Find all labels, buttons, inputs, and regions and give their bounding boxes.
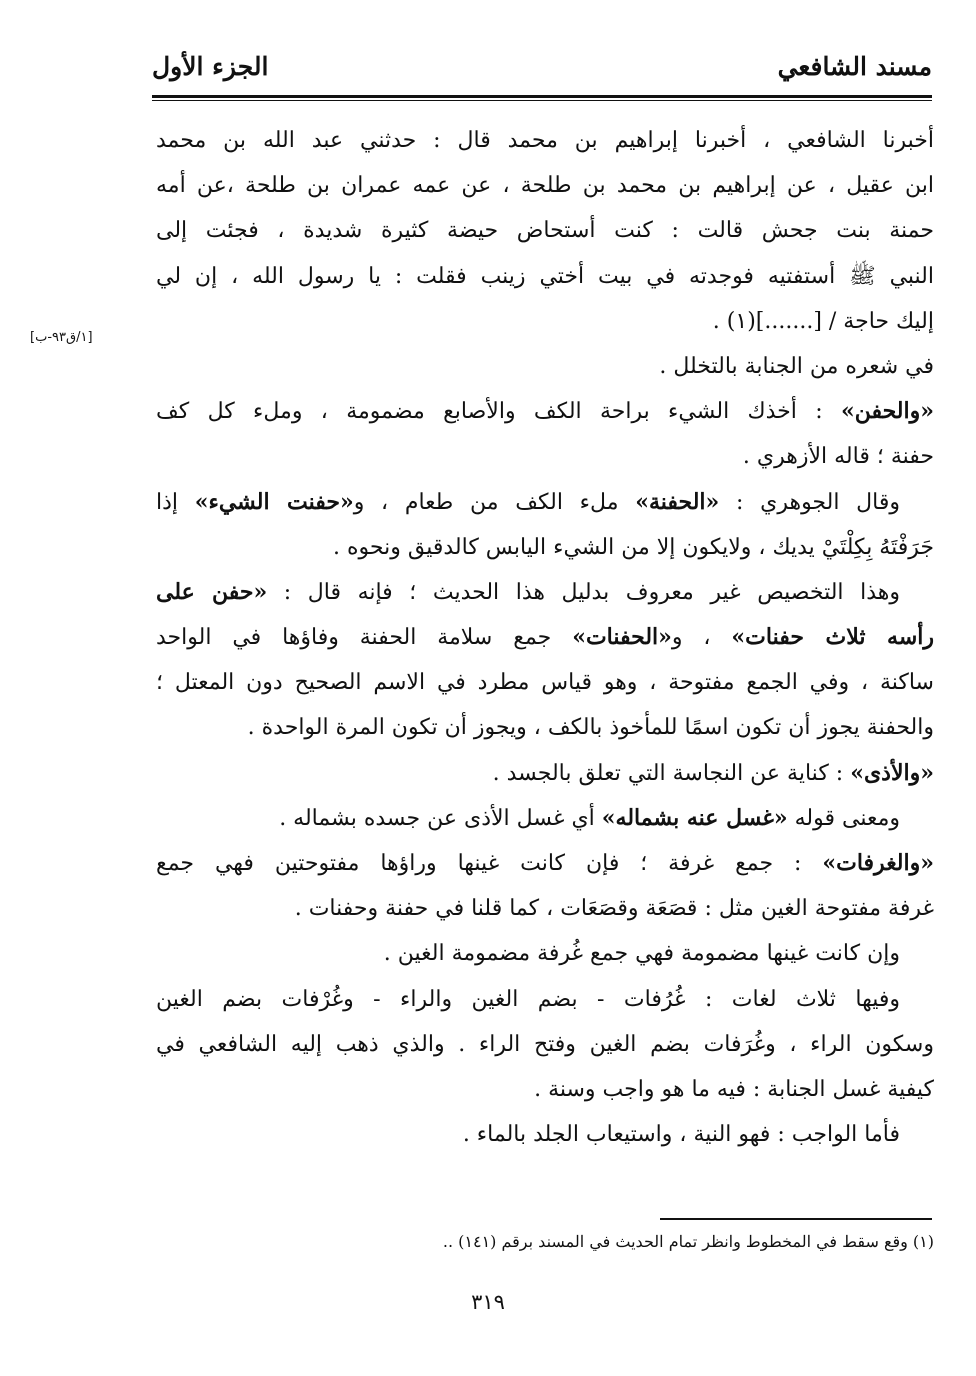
text-line — [156, 118, 934, 163]
text-run: والحفنة يجوز أن تكون اسمًا للمأخوذ بالكف ، ويجوز أن تكون المرة الواحدة . — [247, 715, 934, 741]
text-run: كيفية غسل الجنابة : فيه ما هو واجب وسنة . — [534, 1076, 934, 1102]
bold-term: «والغرفات» — [822, 850, 934, 876]
text-run: جمع سلامة الحفنة وفاؤها في الواحد — [156, 625, 573, 651]
text-line — [156, 931, 934, 976]
footnote-rule — [660, 1218, 932, 1220]
text-line — [156, 570, 934, 615]
text-line — [156, 434, 934, 479]
bold-term: «حفن على — [156, 578, 268, 605]
text-line — [156, 389, 934, 434]
main-text — [156, 118, 934, 1157]
text-run: ابن عقيل ، عن إبراهيم بن محمد بن طلحة ، عن عمه عمران بن طلحة ،عن أمه — [156, 173, 934, 199]
text-line — [156, 299, 934, 344]
text-line — [156, 525, 934, 570]
text-run: ومعنى قوله — [787, 805, 900, 831]
text-run: وسكون الراء ، وغُرَفات بضم الغين وفتح الراء . والذي ذهب إليه الشافعي في — [156, 1031, 934, 1057]
header-rule-thick — [152, 95, 932, 98]
bold-term: «حفنت الشيء» — [194, 488, 354, 515]
bold-term: «الحفنة» — [635, 488, 720, 515]
text-run: : جمع غرفة ؛ فإن كانت غينها وراؤها مفتوحتين فهي جمع — [156, 851, 823, 876]
text-line — [156, 841, 934, 886]
text-line — [156, 751, 934, 796]
text-run: النبي ﷺ أستفتيه فوجدته في بيت أختي زينب فقلت : يا رسول الله ، إن لي — [156, 263, 934, 289]
text-run: فأما الواجب : فهو النية ، واستيعاب الجلد بالماء . — [462, 1122, 900, 1148]
text-line — [156, 1067, 934, 1112]
text-run: غرفة مفتوحة الغين مثل : قصَعَة وقصَعَات ، كما قلنا في حفنة وحفنات . — [294, 896, 934, 922]
text-line — [156, 796, 934, 841]
text-run: ، و — [671, 625, 732, 651]
text-run: إليك حاجة / [.......](١) . — [712, 308, 934, 334]
manuscript-folio-note: [١/ق٩٣-ب] — [30, 330, 93, 345]
text-line — [156, 705, 934, 750]
text-line — [156, 886, 934, 931]
bold-term: «والأذى» — [850, 759, 934, 786]
text-run: حمنة بنت جحش قالت : كنت أستحاض حيضة كثيرة شديدة ، فجئت إلى — [156, 218, 934, 244]
text-run: : أخذك الشيء براحة الكف والأصابع مضمومة ، وملء كل كف — [156, 399, 841, 425]
text-run: وإن كانت غينها مضمومة فهي جمع غُرفة مضمومة الغين . — [383, 941, 900, 967]
header-rule-thin — [152, 100, 932, 101]
text-run: أخبرنا الشافعي ، أخبرنا إبراهيم بن محمد قال : حدثني عبد الله بن محمد — [156, 128, 934, 153]
text-line — [156, 480, 934, 525]
footnote: (١) وقع سقط في المخطوط وانظر تمام الحديث في المسند برقم (١٤١) .. — [442, 1232, 934, 1251]
text-run: إذا — [156, 489, 195, 515]
text-run: وهذا التخصيص غير معروف بدليل هذا الحديث ؛ فإنه قال : — [267, 579, 900, 605]
bold-term: رأسه ثلاث حفنات» — [731, 624, 934, 651]
running-header — [152, 52, 932, 96]
book-title: مسند الشافعي — [777, 52, 932, 81]
text-run: أي غسل الأذى عن جسده بشماله . — [279, 805, 602, 831]
bold-term: «والحفن» — [840, 398, 934, 425]
volume-label: الجزء الأول — [152, 52, 269, 81]
text-line — [156, 163, 934, 208]
text-run: وفيها ثلاث لغات : غُرُفات - بضم الغين والراء - وغُرْفات بضم الغين — [156, 986, 900, 1012]
page-number: ٣١٩ — [471, 1290, 505, 1314]
text-run: ملء الكف من طعام ، و — [353, 489, 636, 515]
text-run: ساكنة ، وفي الجمع مفتوحة ، وهو قياس مطرد في الاسم الصحيح دون المعتل ؛ — [156, 670, 934, 696]
text-line — [156, 208, 934, 253]
text-line — [156, 1022, 934, 1067]
text-run: حفنة ؛ قاله الأزهري . — [742, 444, 934, 470]
text-line — [156, 1112, 934, 1157]
text-line — [156, 254, 934, 299]
text-line — [156, 344, 934, 389]
text-run: : كناية عن النجاسة التي تعلق بالجسد . — [492, 760, 851, 786]
text-run: في شعره من الجنابة بالتخلل . — [659, 353, 934, 379]
bold-term: «الحفنات» — [572, 624, 672, 651]
text-run: وقال الجوهري : — [719, 489, 900, 515]
text-run: جَرَفْتَهُ بِكِلْتَيْ يديك ، ولايكون إلا من الشيء اليابس كالدقيق ونحوه . — [333, 534, 934, 560]
text-line — [156, 660, 934, 705]
bold-term: «غسل عنه بشماله» — [601, 804, 788, 831]
text-line — [156, 615, 934, 660]
text-line — [156, 977, 934, 1022]
